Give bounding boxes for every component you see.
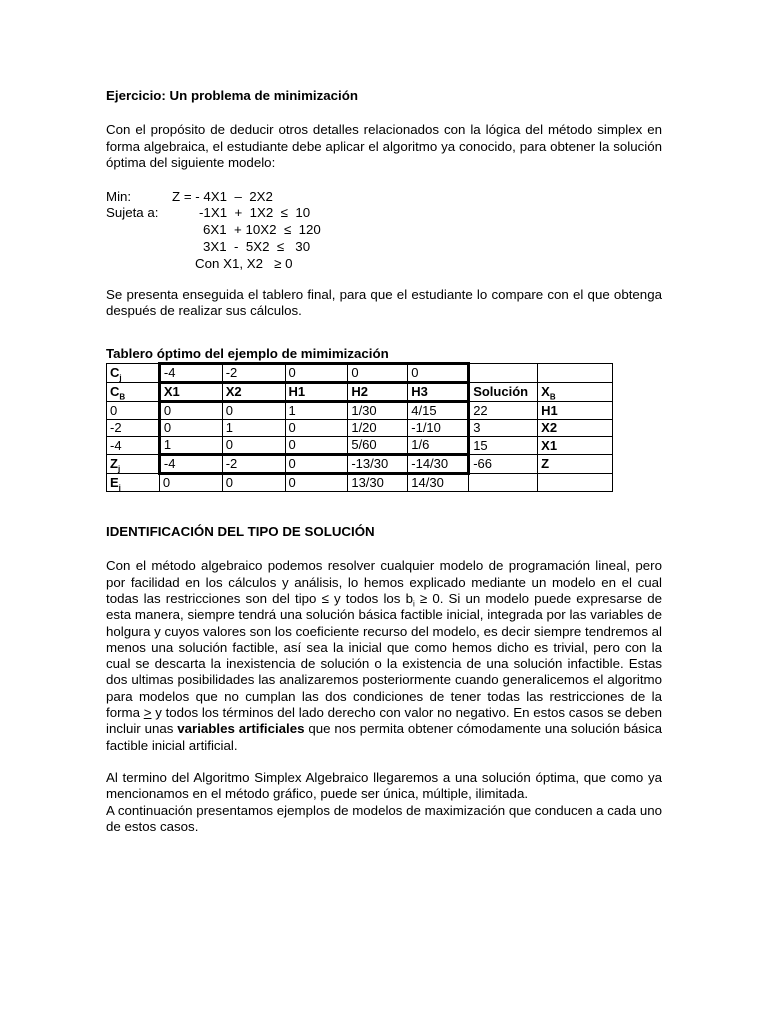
table-cell: -13/30 xyxy=(348,455,408,474)
cb-value: 0 xyxy=(107,402,160,420)
table-cell: 5/60 xyxy=(348,437,408,455)
table-cell: 0 xyxy=(159,402,222,420)
model-block xyxy=(106,189,662,275)
cj-row xyxy=(107,364,613,383)
cb-value: -4 xyxy=(107,437,160,455)
zj-label: $Z_j$ xyxy=(107,455,160,474)
cj-value: 0 xyxy=(348,364,408,383)
section-title: IDENTIFICACIÓN DEL TIPO DE SOLUCIÓN xyxy=(106,524,375,540)
cb-label: $C_B$ xyxy=(107,383,160,402)
section-paragraph-2: Al termino del Algoritmo Simplex Algebraico llegaremos a una solución óptima, que como ya mencionamos en el método gráfico, puede ser única, múltiple, ilimitada. xyxy=(106,769,662,802)
solution-value: -66 xyxy=(469,455,538,474)
exercise-intro: Con el propósito de deducir otros detalles relacionados con la lógica del método simplex en forma algebraica, el estudiante debe aplicar el algoritmo ya conocido, para obtener la solución óptima del siguiente modelo: xyxy=(106,122,662,170)
ej-label: $E_j$ xyxy=(107,474,160,492)
table-cell: -14/30 xyxy=(408,455,469,474)
empty-cell xyxy=(469,474,538,492)
tableau-title: Tablero óptimo del ejemplo de mimimización xyxy=(106,345,389,361)
basic-variable: X2 xyxy=(538,420,613,437)
nonnegativity: Con X1, X2 ≥ 0 xyxy=(195,256,293,272)
section-paragraph-1: Con el método algebraico podemos resolver cualquier modelo de programación lineal, pero por facilidad en los cálculos y análisis, lo hemos explicado mediante un modelo en el cual todas las restricciones son del tipo ≤ y todos los $b_i \ge 0$. Si un modelo puede expresarse de esta manera, siempre tendrá una solución básica factible inicial, integrada por las variables de holgura y cuyos valores son los coeficiente recurso del modelo, es decir siempre tendremos al menos una solución factible, así sea la inicial que como hemos dicho es trivial, pero con la cual se descarta la inexistencia de solución o la existencia de una solución infactible. Estas dos ultimas posibilidades las analizaremos posteriormente cuando generalicemos el algoritmo para modelos que no cumplan las dos condiciones de tener todas las restricciones de la forma > y todos los términos del lado derecho con valor no negativo. En estos casos se deben incluir unas variables artificiales que nos permita obtener cómodamente una solución básica factible inicial artificial. xyxy=(106,558,662,753)
table-row xyxy=(107,402,613,420)
constraint-1: -1X1 + 1X2 ≤ 10 xyxy=(199,205,311,221)
col-header: X2 xyxy=(222,383,285,402)
table-cell: -1/10 xyxy=(408,420,469,437)
empty-cell xyxy=(538,474,613,492)
col-header: X1 xyxy=(159,383,222,402)
xb-header: $X_B$ xyxy=(538,383,613,402)
table-cell: -2 xyxy=(222,455,285,474)
table-cell: 4/15 xyxy=(408,402,469,420)
cj-value: 0 xyxy=(285,364,348,383)
table-cell: 0 xyxy=(222,437,285,455)
empty-cell xyxy=(469,364,538,383)
empty-cell xyxy=(538,364,613,383)
table-cell: 0 xyxy=(159,420,222,437)
ej-row xyxy=(107,474,613,492)
basic-variable: X1 xyxy=(538,437,613,455)
section-paragraph-3: A continuación presentamos ejemplos de modelos de maximización que conducen a cada uno de estos casos. xyxy=(106,802,662,834)
col-header: H2 xyxy=(348,383,408,402)
col-header: H3 xyxy=(408,383,469,402)
header-row xyxy=(107,383,613,402)
presentation-text: Se presenta enseguida el tablero final, para que el estudiante lo compare con el que obtenga después de realizar sus cálculos. xyxy=(106,287,662,319)
table-cell: 1 xyxy=(285,402,348,420)
table-row xyxy=(107,420,613,437)
table-cell: 1 xyxy=(159,437,222,455)
col-header: H1 xyxy=(285,383,348,402)
cj-value: -4 xyxy=(159,364,222,383)
table-cell: 0 xyxy=(285,437,348,455)
table-cell: 13/30 xyxy=(348,474,408,492)
cb-value: -2 xyxy=(107,420,160,437)
subject-label: Sujeta a: xyxy=(106,205,159,221)
cj-value: -2 xyxy=(222,364,285,383)
table-row xyxy=(107,437,613,455)
table-cell: 14/30 xyxy=(408,474,469,492)
table-cell: -4 xyxy=(159,455,222,474)
solution-value: 15 xyxy=(469,437,538,455)
solution-value: 22 xyxy=(469,402,538,420)
table-cell: 1/6 xyxy=(408,437,469,455)
table-cell: 0 xyxy=(285,455,348,474)
min-label: Min: xyxy=(106,189,132,205)
basic-variable: Z xyxy=(538,455,613,474)
basic-variable: H1 xyxy=(538,402,613,420)
optimal-tableau xyxy=(106,362,613,492)
table-cell: 0 xyxy=(222,474,285,492)
zj-row xyxy=(107,455,613,474)
constraint-2: 6X1 + 10X2 ≤ 120 xyxy=(203,222,321,238)
exercise-title: Ejercicio: Un problema de minimización xyxy=(106,88,358,103)
table-cell: 1/20 xyxy=(348,420,408,437)
objective-function: Z = - 4X1 – 2X2 xyxy=(172,189,273,205)
solution-value: 3 xyxy=(469,420,538,437)
table-cell: 0 xyxy=(222,402,285,420)
cj-value: 0 xyxy=(408,364,469,383)
table-cell: 0 xyxy=(159,474,222,492)
table-cell: 0 xyxy=(285,420,348,437)
table-cell: 1/30 xyxy=(348,402,408,420)
solution-header: Solución xyxy=(469,383,538,402)
document-page xyxy=(106,88,662,835)
cj-label: $C_j$ xyxy=(107,364,160,383)
constraint-3: 3X1 - 5X2 ≤ 30 xyxy=(203,239,311,255)
table-cell: 1 xyxy=(222,420,285,437)
table-cell: 0 xyxy=(285,474,348,492)
